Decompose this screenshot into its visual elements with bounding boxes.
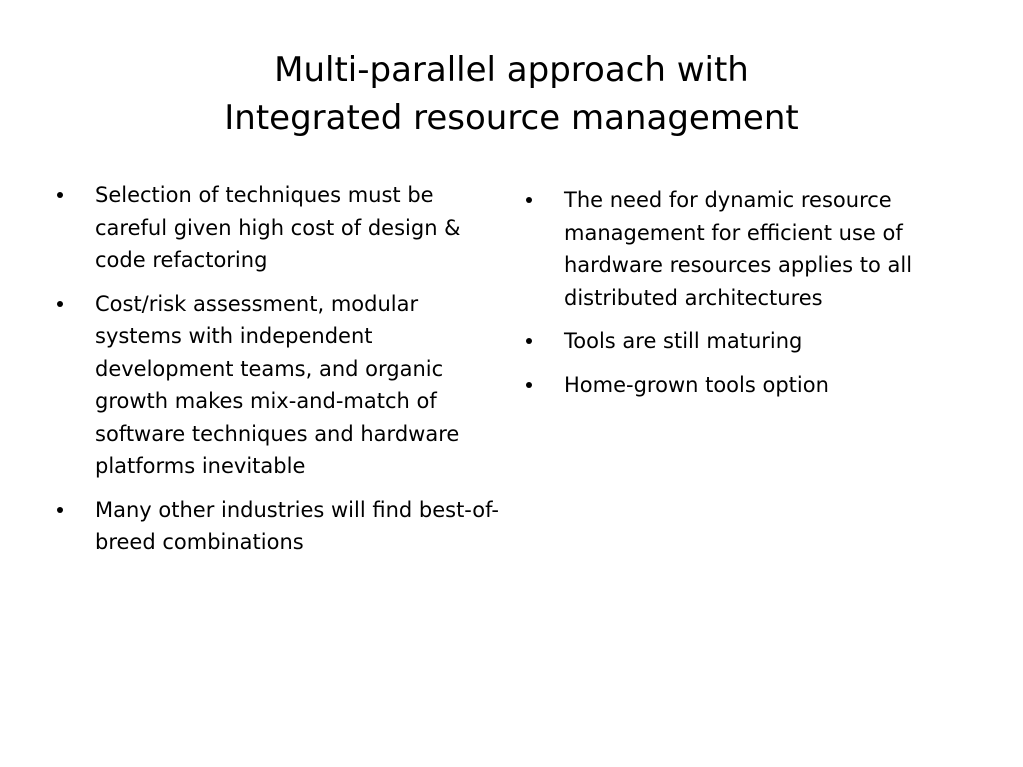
list-item (526, 184, 966, 314)
right-bullet-list (526, 184, 966, 412)
bullet-text: Many other industries will find best-of-breed combinations (95, 497, 499, 554)
left-bullet-list (57, 179, 502, 570)
bullet-text: Cost/risk assessment, modular systems with independent development teams, and organic growth makes mix-and-match of software techniques and hardware platforms inevitable (95, 291, 460, 478)
list-item (57, 288, 502, 483)
bullet-icon (526, 382, 532, 388)
title-line-1: Multi-parallel approach with (274, 50, 749, 90)
bullet-icon (57, 192, 63, 198)
list-item (526, 369, 966, 402)
bullet-icon (57, 507, 63, 513)
list-item (57, 179, 502, 277)
bullet-text: Tools are still maturing (564, 329, 803, 353)
bullet-text: Selection of techniques must be careful given high cost of design & code refactoring (95, 183, 461, 272)
bullet-text: Home-grown tools option (564, 372, 829, 397)
bullet-text: The need for dynamic resource management for efficient use of hardware resources applies to all distributed architectures (564, 188, 913, 310)
bullet-icon (57, 301, 63, 307)
bullet-icon (526, 338, 532, 344)
slide-title (0, 46, 1023, 142)
list-item (57, 494, 502, 559)
bullet-icon (526, 197, 532, 203)
title-line-2: Integrated resource management (224, 98, 799, 138)
list-item (526, 325, 966, 358)
